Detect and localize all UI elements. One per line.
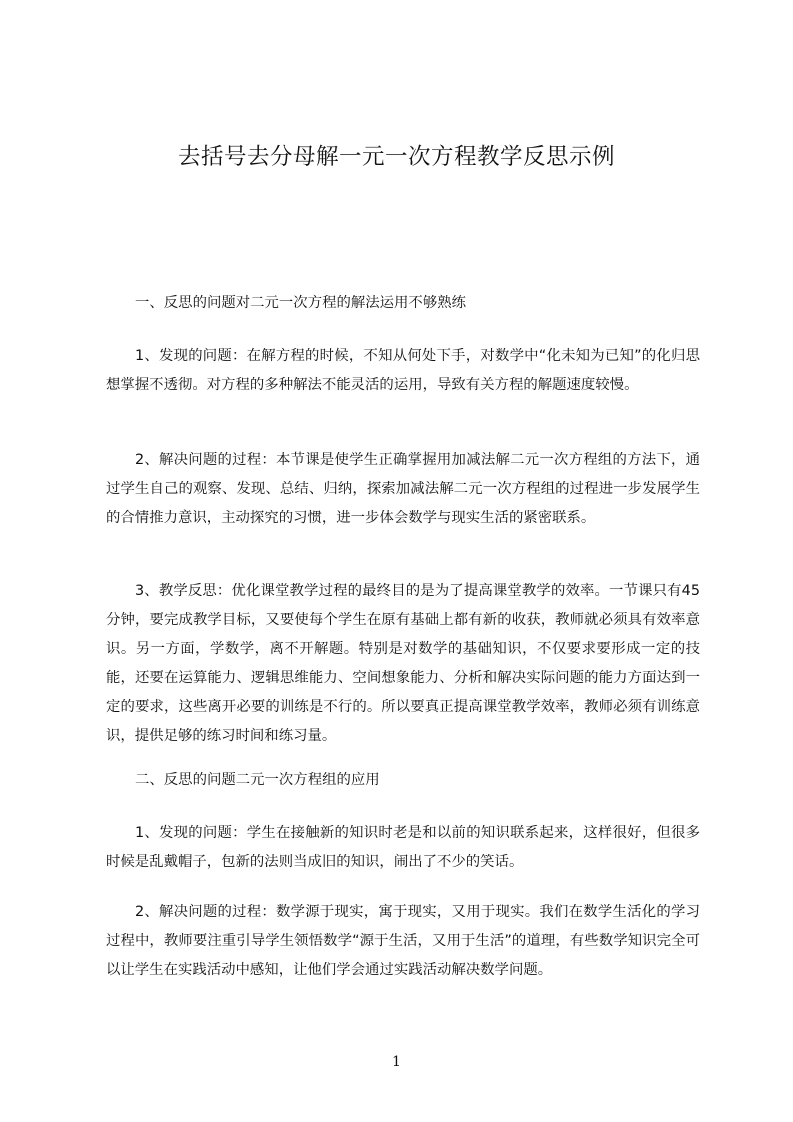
paragraph-2-1: 1、发现的问题：学生在接触新的知识时老是和以前的知识联系起来，这样很好，但很多时候是乱戴帽子，包新的法则当成旧的知识，闹出了不少的笑话。 (106, 825, 700, 870)
page-number: 1 (392, 1054, 401, 1070)
paragraph-1-1: 1、发现的问题：在解方程的时候，不知从何处下手，对数学中“化未知为已知”的化归思想掌握不透彻。对方程的多种解法不能灵活的运用，导致有关方程的解题速度较慢。 (106, 348, 700, 393)
paragraph-2-2: 2、解决问题的过程：数学源于现实，寓于现实，又用于现实。我们在数学生活化的学习过程中，教师要注重引导学生领悟数学“源于生活，又用于生活”的道理，有些数学知识完全可以让学生在实践活动中感知，让他们学会通过实践活动解决数学问题。 (106, 904, 700, 978)
paragraph-1-3: 3、教学反思：优化课堂教学过程的最终目的是为了提高课堂教学的效率。一节课只有45分钟，要完成教学目标，又要使每个学生在原有基础上都有新的收获，教师就必须具有效率意识。另一方面，学数学，离不开解题。特别是对数学的基础知识，不仅要求要形成一定的技能，还要在运算能力、逻辑思维能力、空间想象能力、分析和解决实际问题的能力方面达到一定的要求，这些离开必要的训练是不行的。所以要真正提高课堂教学效率，教师必须有训练意识，提供足够的练习时间和练习量。 (106, 583, 700, 744)
section-heading-2: 二、反思的问题二元一次方程组的应用 (135, 772, 380, 788)
paragraph-1-2: 2、解决问题的过程：本节课是使学生正确掌握用加减法解二元一次方程组的方法下，通过学生自己的观察、发现、总结、归纳，探索加减法解二元一次方程组的过程进一步发展学生的合情推力意识，主动探究的习惯，进一步体会数学与现实生活的紧密联系。 (106, 452, 700, 526)
document-title: 去括号去分母解一元一次方程教学反思示例 (177, 144, 615, 170)
section-heading-1: 一、反思的问题对二元一次方程的解法运用不够熟练 (135, 295, 466, 311)
